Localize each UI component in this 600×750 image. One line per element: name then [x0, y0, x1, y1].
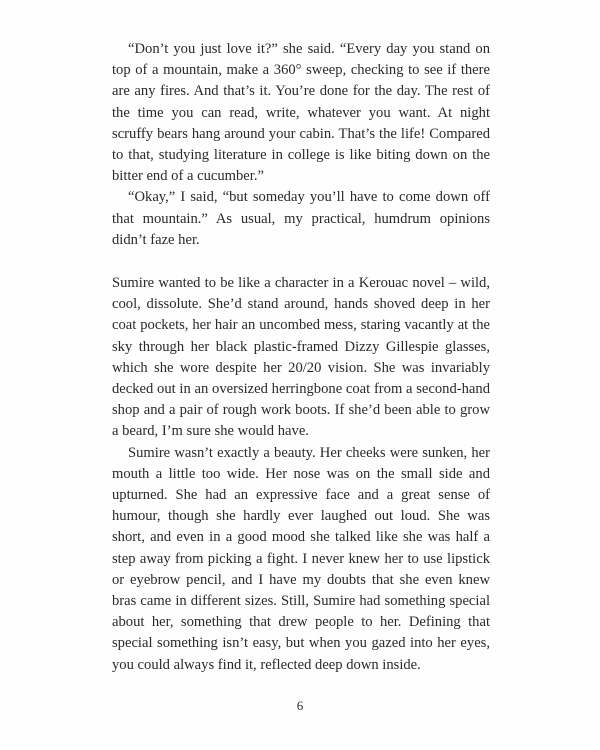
paragraph: Sumire wasn’t exactly a beauty. Her cheeks were sunken, her mouth a little too wide. Her nose was on the small side and upturned. She had an expressive face and a great sense of humour, though she hardly ever laughed out loud. She was short, and even in a good mood she talked like she was half a step away from picking a fight. I never knew her to use lipstick or eyebrow pencil, and I have my doubts that she even knew bras came in different sizes. Still, Sumire had something special about her, something that drew people to her. Defining that special something isn’t easy, but when you gazed into her eyes, you could always find it, reflected deep down inside.: [112, 444, 490, 673]
text-section-1: [112, 39, 490, 251]
paragraph: “Okay,” I said, “but someday you’ll have to come down off that mountain.” As usual, my practical, humdrum opinions didn’t faze her.: [112, 189, 490, 248]
paragraph: “Don’t you just love it?” she said. “Every day you stand on top of a mountain, make a 360° sweep, checking to see if there are any fires. And that’s it. You’re done for the day. The rest of the time you can read, write, whatever you want. At night scruffy bears hang around your cabin. That’s the life! Compared to that, studying literature in college is like biting down on the bitter end of a cucumber.”: [112, 41, 490, 185]
text-section-2: [112, 273, 490, 676]
page-number: 6: [296, 698, 304, 713]
paragraph: Sumire wanted to be like a character in a Kerouac novel – wild, cool, dissolute. She’d stand around, hands shoved deep in her coat pockets, her hair an uncombed mess, staring vacantly at the sky through her black plastic-framed Dizzy Gillespie glasses, which she wore despite her 20/20 vision. She was invariably decked out in an oversized herringbone coat from a second-hand shop and a pair of rough work boots. If she’d been able to grow a beard, I’m sure she would have.: [112, 275, 490, 440]
